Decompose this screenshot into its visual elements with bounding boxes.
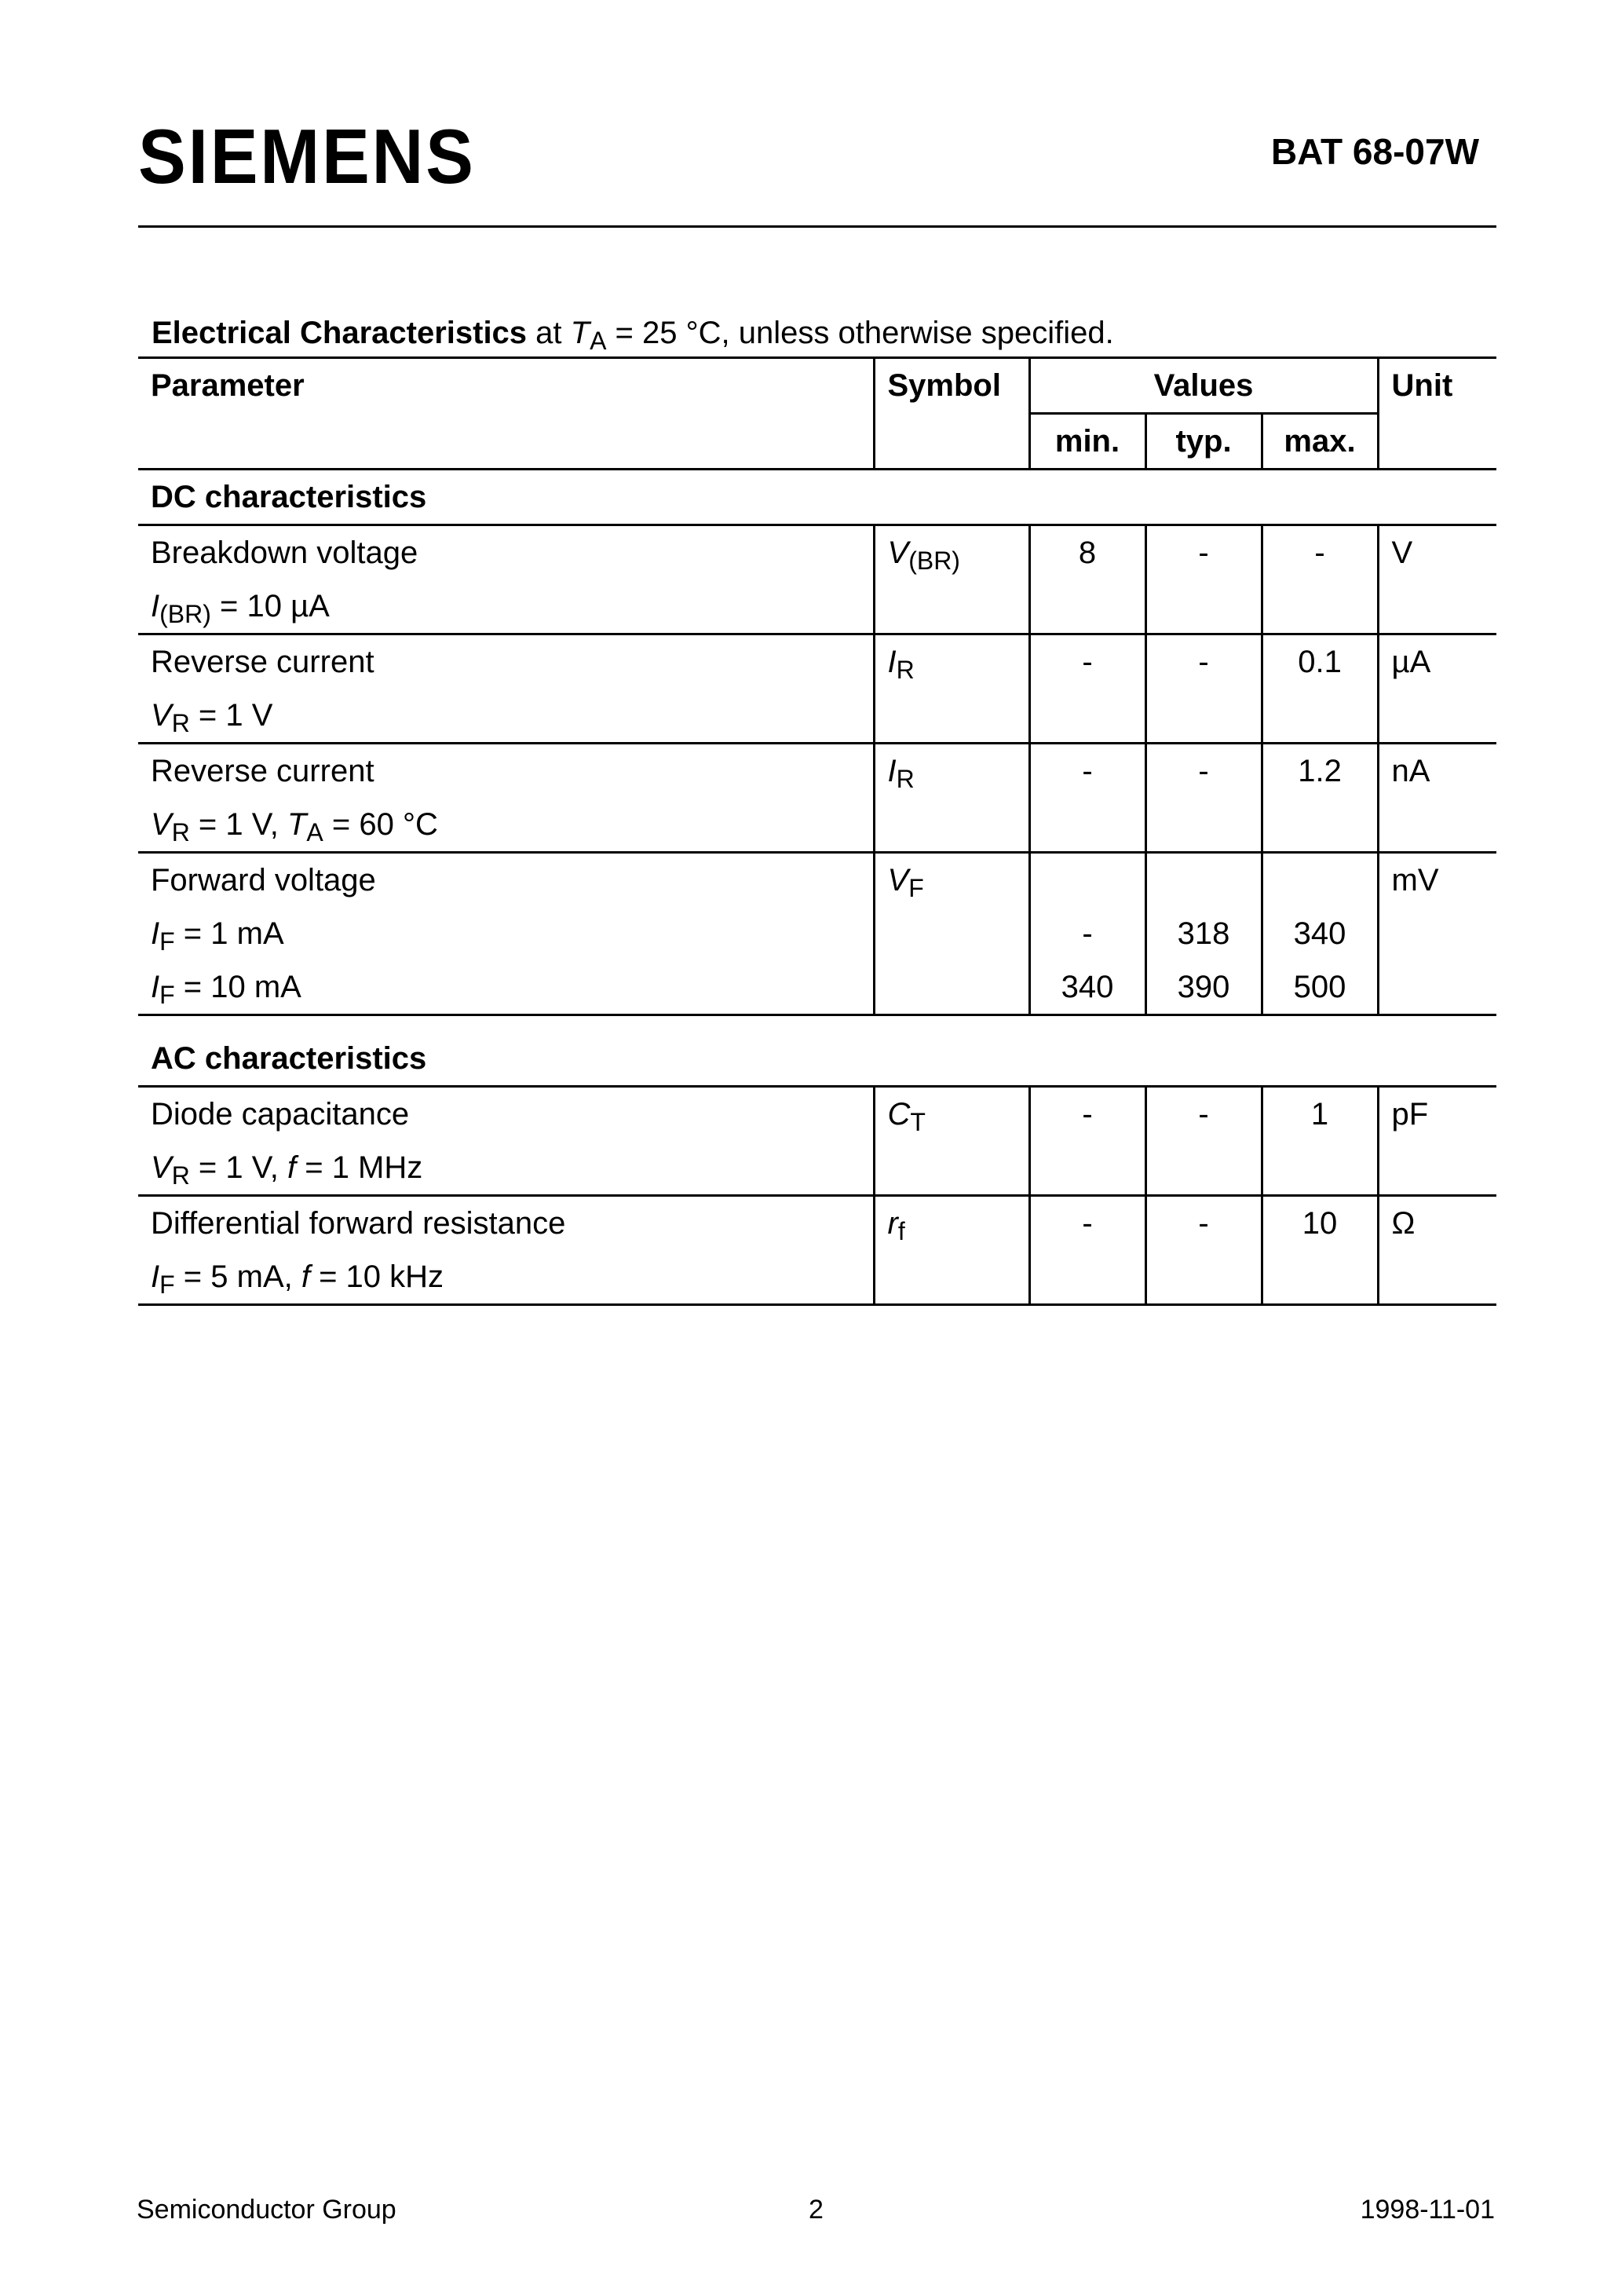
header-min: min.	[1029, 414, 1145, 470]
header-symbol: Symbol	[874, 358, 1029, 470]
min-cell: -	[1029, 744, 1145, 853]
page-number: 2	[809, 2195, 824, 2225]
unit-cell: V	[1378, 525, 1496, 634]
param-name: Diode capacitance	[151, 1097, 410, 1132]
param-condition: $V_R = 1$ V, f = 1 MHz	[151, 1150, 423, 1190]
typ-cell: -	[1145, 1087, 1262, 1196]
part-number: BAT 68-07W	[1271, 131, 1479, 172]
max-cell: 10	[1262, 1196, 1378, 1305]
max-cell: -	[1262, 525, 1378, 634]
param-cell	[138, 1087, 874, 1196]
typ-cell: -	[1145, 525, 1262, 634]
param-condition: $I_F = 10$ mA	[151, 970, 301, 1009]
symbol-cell: $I_R$	[874, 634, 1029, 744]
param-condition: $I_F = 1$ mA	[151, 916, 284, 956]
typ-cell: -	[1145, 1196, 1262, 1305]
unit-cell: pF	[1378, 1087, 1496, 1196]
section-dc: DC characteristics	[151, 480, 427, 514]
param-condition: $I_{(BR)} = 10$ µA	[151, 589, 330, 628]
brand-logo: SIEMENS	[138, 113, 476, 199]
param-cell	[138, 853, 874, 1015]
table-row	[138, 525, 1496, 634]
param-condition: $V_R = 1$ V, $T_A = 60$ °C	[151, 807, 438, 846]
header-max: max.	[1262, 414, 1378, 470]
min-cell: -	[1029, 1087, 1145, 1196]
typ-cell: -	[1145, 634, 1262, 744]
header-parameter: Parameter	[151, 368, 305, 403]
param-cell	[138, 1196, 874, 1305]
symbol-cell: $I_R$	[874, 744, 1029, 853]
footer-date: 1998-11-01	[1360, 2195, 1495, 2225]
max-cell: 1.2	[1262, 744, 1378, 853]
unit-cell: mV	[1378, 853, 1496, 1015]
param-name: Reverse current	[151, 754, 374, 788]
header-typ: typ.	[1145, 414, 1262, 470]
min-cell: -	[1029, 634, 1145, 744]
param-condition: $V_R = 1$ V	[151, 698, 273, 737]
header-values: Values	[1029, 358, 1378, 414]
unit-cell: µA	[1378, 634, 1496, 744]
table-row	[138, 1196, 1496, 1305]
table-row	[138, 634, 1496, 744]
header-unit: Unit	[1378, 358, 1496, 470]
param-name: Reverse current	[151, 645, 374, 679]
footer-group: Semiconductor Group	[137, 2195, 396, 2225]
min-cell: - 340	[1029, 853, 1145, 1015]
param-cell	[138, 634, 874, 744]
symbol-cell: $r_f$	[874, 1196, 1029, 1305]
symbol-cell: $V_{(BR)}$	[874, 525, 1029, 634]
min-cell: -	[1029, 1196, 1145, 1305]
electrical-characteristics-table	[138, 356, 1496, 1306]
symbol-cell: $C_T$	[874, 1087, 1029, 1196]
table-row	[138, 744, 1496, 853]
table-row	[138, 1087, 1496, 1196]
param-condition: $I_F = 5$ mA, f = 10 kHz	[151, 1260, 444, 1299]
max-cell: 340 500	[1262, 853, 1378, 1015]
typ-cell: -	[1145, 744, 1262, 853]
typ-cell: 318 390	[1145, 853, 1262, 1015]
header-rule	[138, 225, 1496, 228]
unit-cell: nA	[1378, 744, 1496, 853]
param-name: Differential forward resistance	[151, 1206, 566, 1241]
param-cell	[138, 744, 874, 853]
max-cell: 1	[1262, 1087, 1378, 1196]
section-ac: AC characteristics	[151, 1041, 427, 1076]
unit-cell: Ω	[1378, 1196, 1496, 1305]
table-caption: Electrical Characteristics at $T_A = 25$ °C, unless otherwise specified.	[152, 316, 1114, 355]
table-row	[138, 853, 1496, 1015]
param-name: Breakdown voltage	[151, 536, 418, 570]
param-cell	[138, 525, 874, 634]
param-name: Forward voltage	[151, 863, 376, 898]
symbol-cell: $V_F$	[874, 853, 1029, 1015]
min-cell: 8	[1029, 525, 1145, 634]
max-cell: 0.1	[1262, 634, 1378, 744]
